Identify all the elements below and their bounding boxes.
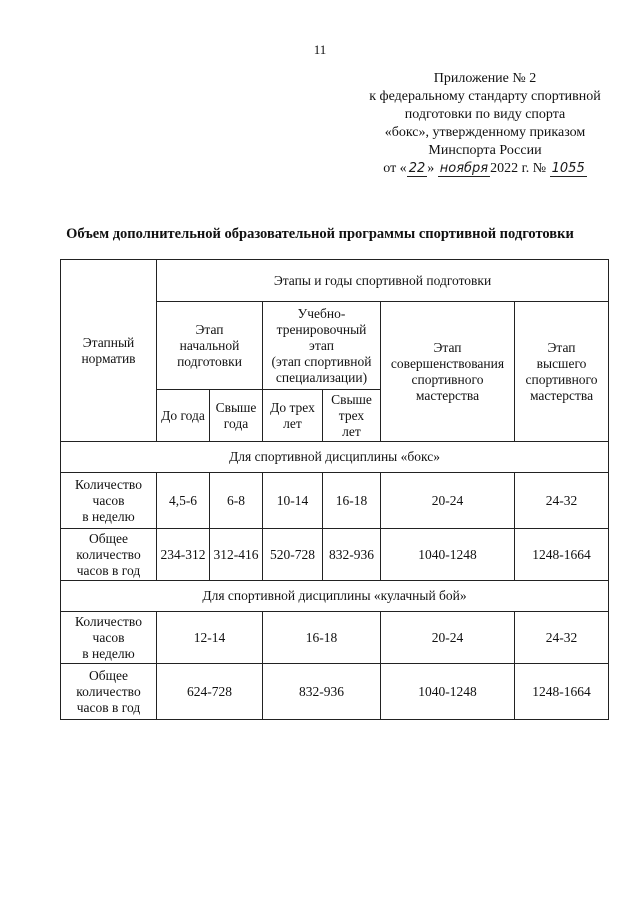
header-stage-initial: Этап начальной подготовки (157, 302, 263, 390)
table-cell: 624-728 (157, 664, 263, 720)
date-mid: » (427, 161, 435, 176)
appendix-block (332, 70, 638, 178)
table-cell: 10-14 (263, 473, 323, 529)
row-label: Общее количество часов в год (61, 529, 157, 581)
date-year: 2022 г. № (490, 161, 547, 176)
order-date-line (383, 160, 586, 178)
table-cell: 1040-1248 (381, 664, 515, 720)
table-cell: 24-32 (515, 473, 609, 529)
row-label: Общее количество часов в год (61, 664, 157, 720)
header-stages-years: Этапы и годы спортивной подготовки (157, 260, 609, 302)
table-cell: 16-18 (263, 612, 381, 664)
appendix-line-5: Минспорта России (428, 143, 542, 158)
page-number: 11 (313, 42, 327, 57)
table-row (61, 612, 609, 664)
appendix-line-4: «бокс», утвержденному приказом (384, 125, 586, 140)
table-row (61, 664, 609, 720)
header-stage-norm: Этапный норматив (61, 260, 157, 442)
header-stage-improvement: Этап совершенствования спортивного мастерства (381, 302, 515, 442)
row-label: Количество часов в неделю (61, 473, 157, 529)
row-label: Количество часов в неделю (61, 612, 157, 664)
section-boxing: Для спортивной дисциплины «бокс» (61, 442, 609, 473)
table-cell: 24-32 (515, 612, 609, 664)
table-cell: 312-416 (210, 529, 263, 581)
subheader-over-three: Свыше трех лет (323, 390, 381, 442)
header-stage-training: Учебно- тренировочный этап (этап спортивной специализации) (263, 302, 381, 390)
appendix-line-1: Приложение № 2 (433, 71, 537, 86)
table-cell: 234-312 (157, 529, 210, 581)
page-title: Объем дополнительной образовательной программы спортивной подготовки (66, 226, 574, 242)
table-cell: 1040-1248 (381, 529, 515, 581)
table-cell: 20-24 (381, 473, 515, 529)
table-cell: 16-18 (323, 473, 381, 529)
handwritten-order-number: 1055 (551, 161, 585, 176)
table-cell: 520-728 (263, 529, 323, 581)
subheader-until-year: До года (157, 390, 210, 442)
table-cell: 4,5-6 (157, 473, 210, 529)
appendix-line-2: к федеральному стандарту спортивной (369, 89, 601, 104)
table-cell: 832-936 (323, 529, 381, 581)
handwritten-month: ноября (439, 161, 489, 176)
date-prefix: от « (383, 161, 407, 176)
table-cell: 832-936 (263, 664, 381, 720)
program-volume-table (60, 259, 609, 720)
section-fist-fight: Для спортивной дисциплины «кулачный бой» (61, 581, 609, 612)
table-cell: 6-8 (210, 473, 263, 529)
table-cell: 1248-1664 (515, 664, 609, 720)
table-cell: 12-14 (157, 612, 263, 664)
subheader-over-year: Свыше года (210, 390, 263, 442)
table-row (61, 529, 609, 581)
handwritten-day: 22 (408, 161, 426, 176)
table-row (61, 473, 609, 529)
appendix-line-3: подготовки по виду спорта (404, 107, 566, 122)
table-cell: 1248-1664 (515, 529, 609, 581)
header-stage-higher: Этап высшего спортивного мастерства (515, 302, 609, 442)
subheader-until-three: До трех лет (263, 390, 323, 442)
table-cell: 20-24 (381, 612, 515, 664)
